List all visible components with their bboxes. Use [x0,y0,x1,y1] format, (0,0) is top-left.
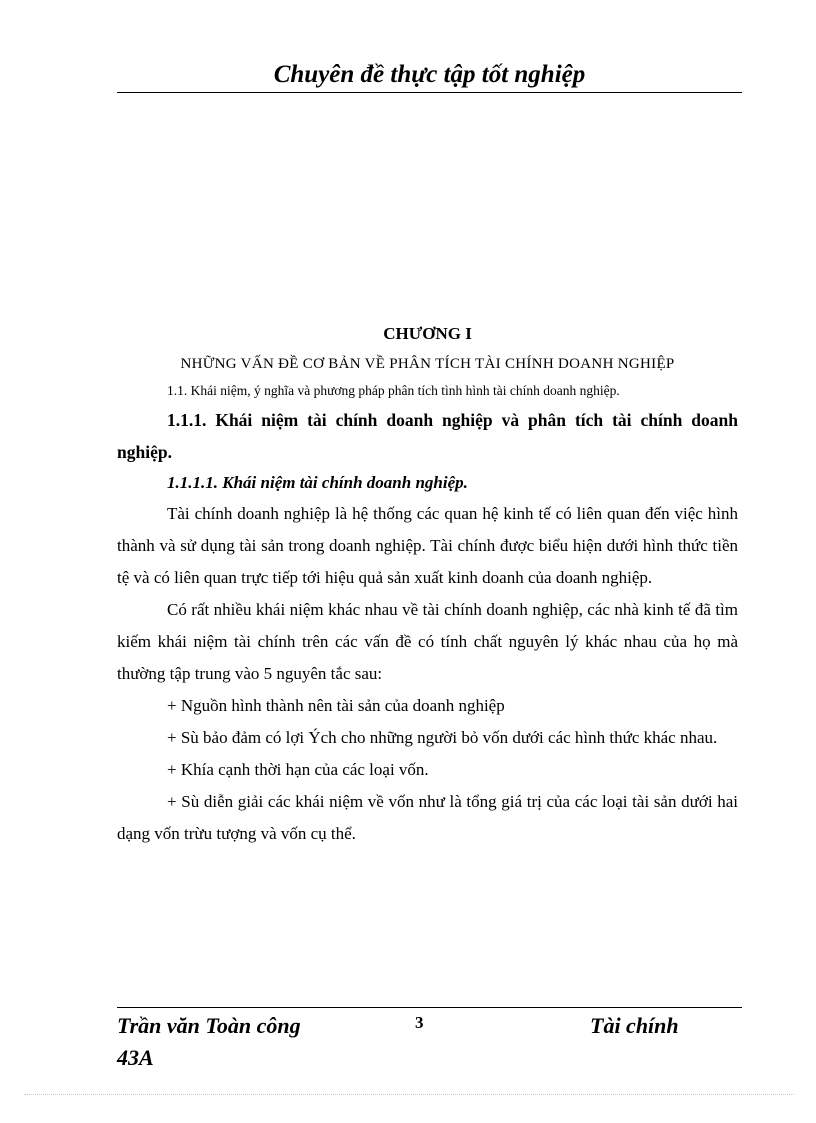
header-title: Chuyên đề thực tập tốt nghiệp [273,61,586,88]
list-item: + Nguồn hình thành nên tài sản của doanh nghiệp [167,696,505,715]
list-item: + Sù bảo đảm có lợi Ých cho những người bỏ vốn dưới các hình thức khác nhau. [167,728,718,747]
header-rule [117,92,742,93]
paragraph: Có rất nhiều khái niệm khác nhau về tài chính doanh nghiệp, các nhà kinh tế đã tìm kiếm khái niệm tài chính trên các vấn đề có tính chất nguyên lý khác nhau của họ mà thường tập trung vào 5 nguyên tắc sau: [117,600,738,683]
chapter-title: NHỮNG VẤN ĐỀ CƠ BẢN VỀ PHÂN TÍCH TÀI CHÍNH DOANH NGHIỆP [180,356,675,372]
paragraph: Tài chính doanh nghiệp là hệ thống các quan hệ kinh tế có liên quan đến việc hình thành và sử dụng tài sản trong doanh nghiệp. Tài chính được biểu hiện dưới hình thức tiền tệ và có liên quan trực tiếp tới hiệu quả sản xuất kinh doanh của doanh nghiệp. [117,504,738,587]
list-item: + Khía cạnh thời hạn của các loại vốn. [167,760,429,779]
section-1-1-heading: 1.1. Khái niệm, ý nghĩa và phương pháp phân tích tình hình tài chính doanh nghiệp. [167,383,620,398]
list-item: + Sù diễn giải các khái niệm về vốn như là tổng giá trị của các loại tài sản dưới hai dạng vốn trừu tượng và vốn cụ thể. [117,792,738,843]
page-number: 3 [415,1013,424,1032]
footer-author: Trần văn Toàn công 43A [117,1013,301,1070]
chapter-label: CHƯƠNG I [383,324,472,343]
footer-rule [117,1007,742,1008]
footer-department: Tài chính [590,1013,679,1038]
section-1-1-1-heading: 1.1.1. Khái niệm tài chính doanh nghiệp và phân tích tài chính doanh nghiệp. [117,410,738,462]
document-body [117,318,738,850]
section-1-1-1-1-heading: 1.1.1.1. Khái niệm tài chính doanh nghiệp. [167,473,468,492]
page-bottom-divider [24,1094,794,1095]
